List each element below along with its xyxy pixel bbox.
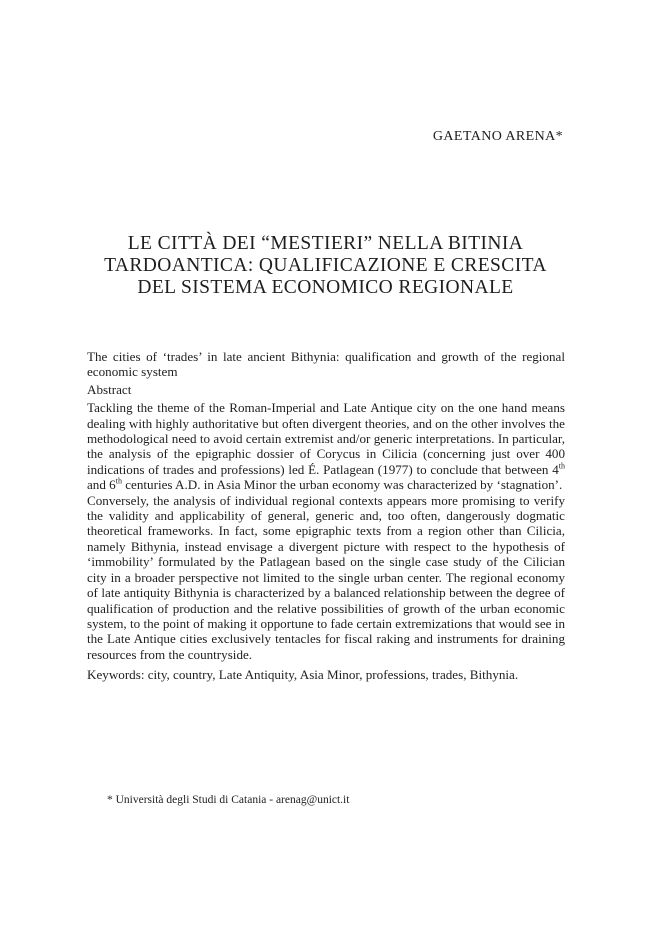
abstract-text: and 6 <box>87 477 116 493</box>
keywords: Keywords: city, country, Late Antiquity, Asia Minor, professions, trades, Bithynia. <box>87 667 519 683</box>
author-affiliation-footnote: * Università degli Studi di Catania - arenag@unict.it <box>107 794 350 806</box>
abstract-paragraph: Conversely, the analysis of individual regional contexts appears more promising to verify the validity and applicability of general, generic and, too often, dangerously dogmatic theoretical frameworks. In fact, some epigraphic texts from a region other than Cilicia, namely Bithynia, instead envisage a divergent picture with respect to the hypothesis of ‘immobility’ formulated by the Patlagean based on the single case study of the Cilician city in a broader perspective not limited to the single urban center. The regional economy of late antiquity Bithynia is characterized by a balanced relationship between the degree of qualification of production and the relative possibilities of growth of the urban economic system, to the point of making it opportune to fade certain extremizations that would see in the Late Antique cities exclusively tentacles for fiscal raking and instruments for draining resources from the countryside. <box>87 492 565 662</box>
title-line: TARDOANTICA: QUALIFICAZIONE E CRESCITA <box>104 255 547 276</box>
title-line: DEL SISTEMA ECONOMICO REGIONALE <box>137 277 514 298</box>
article-title <box>87 233 564 299</box>
ordinal-superscript: th <box>558 461 565 471</box>
author-name: GAETANO ARENA* <box>432 129 563 144</box>
abstract-body <box>87 400 565 662</box>
title-line: LE CITTÀ DEI “MESTIERI” NELLA BITINIA <box>127 233 524 254</box>
abstract-label: Abstract <box>87 381 132 397</box>
abstract-section <box>87 349 565 683</box>
english-title: The cities of ‘trades’ in late ancient Bithynia: qualification and growth of the regional economic system <box>87 349 565 380</box>
abstract-text: Tackling the theme of the Roman-Imperial and Late Antique city on the one hand means dealing with highly authoritative but often divergent theories, and on the other involves the methodological need to avoid certain extremist and/or generic interpretations. In particular, the analysis of the epigraphic dossier of Corycus in Cilicia (concerning just over 400 indications of trades and professions) led É. Patlagean (1977) to conclude that between 4 <box>87 400 565 477</box>
abstract-text: centuries A.D. in Asia Minor the urban economy was characterized by ‘stagnation’. <box>121 477 563 493</box>
ordinal-superscript: th <box>115 476 122 486</box>
abstract-paragraph <box>87 400 565 492</box>
